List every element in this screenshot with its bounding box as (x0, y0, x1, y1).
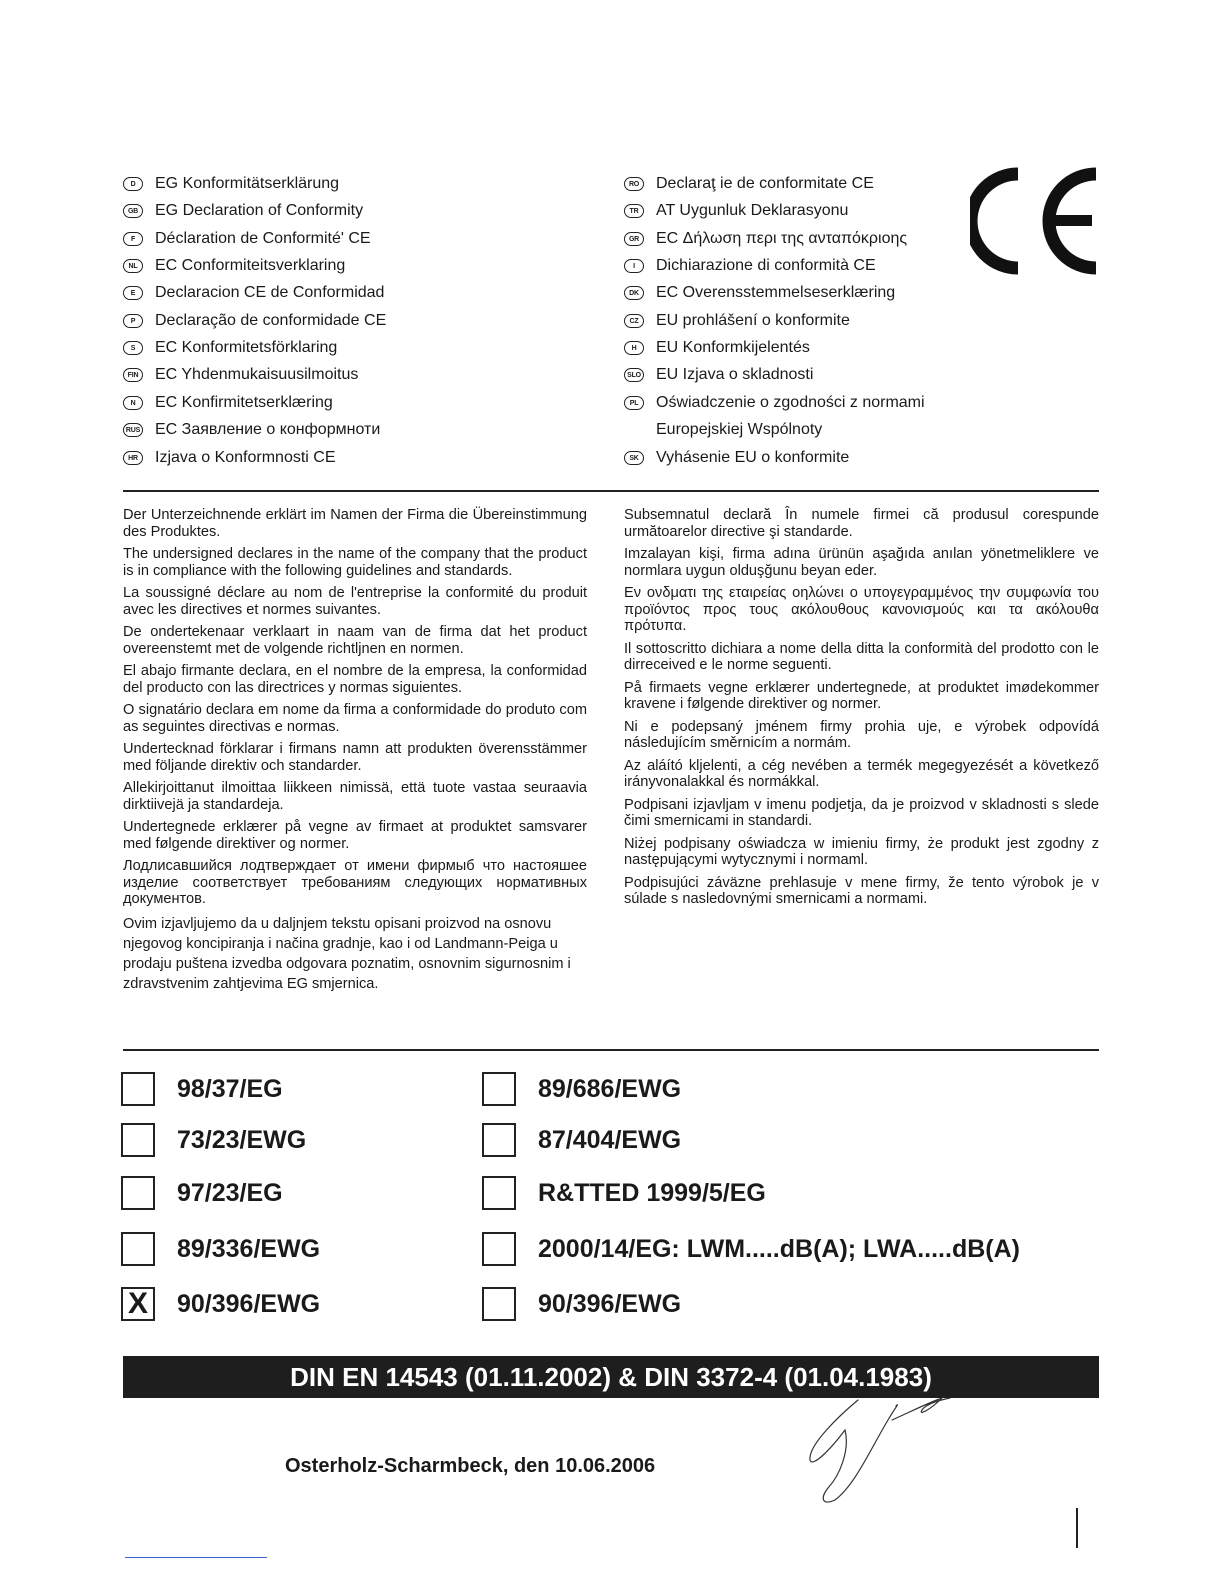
declaration-title (624, 170, 874, 197)
country-badge: SK (624, 451, 644, 465)
statement: Subsemnatul declară În numele firmei că produsul corespunde următoarelor directive şi standarde. (624, 507, 1099, 540)
directive-checkbox[interactable] (482, 1232, 516, 1266)
country-badge: GR (624, 232, 644, 246)
declaration-title-text: EC Conformiteitsverklaring (155, 256, 346, 274)
statements-right (624, 507, 1099, 914)
declaration-title (123, 225, 371, 252)
declaration-title (123, 307, 386, 334)
statement: Imzalayan kişi, firma adına ürünün aşağıda anılan yönetmeliklere ve normlara uygun olduşğunu beyan eder. (624, 546, 1099, 579)
country-badge: PL (624, 396, 644, 410)
country-badge: F (123, 232, 143, 246)
directive-checkbox[interactable] (121, 1072, 155, 1106)
country-badge: E (123, 286, 143, 300)
declaration-title-text: Declaração de conformidade CE (155, 311, 387, 329)
directive-label: 73/23/EWG (177, 1125, 307, 1154)
directive-checkbox[interactable] (482, 1287, 516, 1321)
declaration-title (624, 334, 810, 361)
statement: Allekirjoittanut ilmoittaa liikkeen nimissä, että tuote vastaa seuraavia dirktiivejä ja standardeja. (123, 780, 587, 813)
declaration-title-text: EU Konformkijelentés (656, 338, 810, 356)
declaration-title-text: EC Δήλωση περι της ανταπόκριοης (656, 229, 908, 247)
statement: Podpisujúci záväzne prehlasuje v mene firmy, že tento výrobok je v súlade s nasledovnými smernicami a normami. (624, 874, 1099, 907)
statement: Εν ονδματι της εταιρείας οηλώνει ο υπογεγραμμένος την συμφωνία του προϊόντος προς τους ακόλουθους κανονισμούς και τα ακόλουθα πρότυπα. (624, 585, 1099, 634)
statement: O signatário declara em nome da firma a conformidade do produto com as seguintes directivas e normas. (123, 702, 587, 735)
ce-mark-logo (970, 166, 1102, 276)
declaration-title (123, 334, 337, 361)
country-badge: GB (123, 204, 143, 218)
country-badge: P (123, 314, 143, 328)
declaration-title-text: EC Konformitetsförklaring (155, 338, 338, 356)
statement: Niżej podpisany oświadcza w imieniu firmy, że produkt jest zgodny z następującymi wytycznymi i normaml. (624, 835, 1099, 868)
directive-checkbox[interactable] (482, 1072, 516, 1106)
directive-row (482, 1176, 766, 1210)
declaration-title-text: Oświadczenie o zgodności z normami (656, 393, 925, 411)
divider-top (123, 490, 1099, 492)
directive-label: 90/396/EWG (177, 1289, 321, 1318)
statement: The undersigned declares in the name of the company that the product is in compliance with the following guidelines and standards. (123, 546, 587, 579)
country-badge: TR (624, 204, 644, 218)
directive-row (121, 1232, 320, 1266)
directive-checkbox[interactable] (482, 1123, 516, 1157)
directive-row (121, 1176, 283, 1210)
country-badge: S (123, 341, 143, 355)
place-and-date: Osterholz-Scharmbeck, den 10.06.2006 (285, 1455, 656, 1477)
country-badge: N (123, 396, 143, 410)
declaration-title (123, 279, 384, 306)
directive-row (482, 1072, 681, 1106)
directive-row (482, 1123, 681, 1157)
statements-left (123, 507, 587, 1000)
directive-label: 87/404/EWG (538, 1125, 682, 1154)
declaration-title-text: Déclaration de Conformité' CE (155, 229, 371, 247)
country-badge: CZ (624, 314, 644, 328)
directive-label: 97/23/EG (177, 1178, 283, 1207)
directive-label: 90/396/EWG (538, 1289, 682, 1318)
declaration-title-text: EU prohlášení o konformite (656, 311, 850, 329)
declaration-title (123, 197, 363, 224)
declaration-title-text: EG Declaration of Conformity (155, 201, 364, 219)
directive-checkbox[interactable] (482, 1176, 516, 1210)
declaration-title (624, 307, 850, 334)
statement: Лодлисавшийся лодтверждает от имени фирмыб что настояшее изделие соответствует требованиям следующих нормативных документов. (123, 858, 587, 907)
declaration-title-text: Europejskiej Wspólnoty (656, 420, 823, 438)
statement: El abajo firmante declara, en el nombre de la empresa, la conformidad del producto con las directrices y normas siguientes. (123, 663, 587, 696)
country-badge: RUS (123, 423, 143, 437)
country-badge: NL (123, 259, 143, 273)
directive-checkbox[interactable] (121, 1123, 155, 1157)
declaration-title-text: EC Konfirmitetserklæring (155, 393, 333, 411)
country-badge: RO (624, 177, 644, 191)
directive-row (121, 1287, 320, 1321)
declaration-title (624, 361, 813, 388)
directive-checkbox[interactable] (121, 1176, 155, 1210)
declaration-title (123, 170, 339, 197)
statement: Ovim izjavljujemo da u daljnjem tekstu opisani proizvod na osnovu njegovog koncipiranja i načina gradnje, kao i od Landmann-Peiga u prodaju puštena izvedba odgovara poznatim, osnovnim sigurnosnim i zdravstvenim zahtjevima EG smjernica. (123, 915, 571, 992)
declaration-title-text: EC Overensstemmelseserklæring (656, 283, 896, 301)
directive-label: 89/686/EWG (538, 1074, 682, 1103)
statement: På firmaets vegne erklærer undertegnede, at produktet imødekommer kravene i følgende direktiver og normer. (624, 679, 1099, 712)
divider-middle (123, 1049, 1099, 1051)
country-badge-empty (624, 423, 644, 437)
page-edge-mark (1076, 1508, 1078, 1548)
statement: Der Unterzeichnende erklärt im Namen der Firma die Übereinstimmung des Produktes. (123, 507, 587, 540)
declaration-title-text: EU Izjava o skladnosti (656, 365, 814, 383)
directive-row (121, 1123, 306, 1157)
directive-row (482, 1232, 1020, 1266)
directive-label: 2000/14/EG: LWM.....dB(A); LWA.....dB(A) (538, 1234, 1020, 1263)
declaration-title (123, 361, 358, 388)
country-badge: FIN (123, 368, 143, 382)
declaration-title-text: Vyhásenie EU o konformite (656, 448, 850, 466)
statement: Az aláító kljelenti, a cég nevében a termék megegyezését a következő irányvonalakkal és normákkal. (624, 757, 1099, 790)
statement: La soussigné déclare au nom de l'entreprise la conformité du produit avec les directives et normes suivantes. (123, 585, 587, 618)
directive-checkbox[interactable] (121, 1232, 155, 1266)
declaration-title (624, 197, 848, 224)
statement: Il sottoscritto dichiara a nome della ditta la conformità del prodotto con le dirreceived e le norme seguenti. (624, 640, 1099, 673)
declaration-title-text: AT Uygunluk Deklarasyonu (656, 201, 849, 219)
country-badge: DK (624, 286, 644, 300)
country-badge: I (624, 259, 644, 273)
directive-label: 98/37/EG (177, 1074, 283, 1103)
declaration-title (123, 416, 380, 443)
declaration-title (624, 416, 822, 443)
statement: Undertegnede erklærer på vegne av firmaet at produktet samsvarer med følgende direktiver og normer. (123, 819, 587, 852)
country-badge: D (123, 177, 143, 191)
statement: Podpisani izjavljam v imenu podjetja, da je proizvod v skladnosti s slede čimi smernicami in standardi. (624, 796, 1099, 829)
declaration-title (624, 279, 895, 306)
footer-link-line (125, 1557, 267, 1558)
declaration-title-text: Declaracion CE de Conformidad (155, 283, 385, 301)
country-badge: SLO (624, 368, 644, 382)
country-badge: H (624, 341, 644, 355)
standards-bar: DIN EN 14543 (01.11.2002) & DIN 3372-4 (01.04.1983) (123, 1356, 1099, 1398)
directive-label: R&TTED 1999/5/EG (538, 1178, 766, 1207)
directive-checkbox-checked[interactable]: X (121, 1287, 155, 1321)
signature-mark (800, 1390, 960, 1510)
statement: De ondertekenaar verklaart in naam van de firma dat het product overeenstemt met de volgende richtljnen en normen. (123, 624, 587, 657)
directive-label: 89/336/EWG (177, 1234, 321, 1263)
declaration-title (624, 389, 925, 416)
declaration-title (123, 444, 336, 471)
declaration-title-text: Izjava o Konformnosti CE (155, 448, 336, 466)
declaration-title-text: EC Заявление о конформноти (155, 420, 381, 438)
declaration-title (123, 389, 333, 416)
declaration-title-text: EG Konformitätserklärung (155, 174, 340, 192)
declaration-title-text: Dichiarazione di conformità CE (656, 256, 876, 274)
statement: Ni e podepsaný jménem firmy prohia uje, e výrobek odpovídá následujícím směrnicím a normám. (624, 718, 1099, 751)
statement: Undertecknad förklarar i firmans namn att produkten överensstämmer med följande direktiv och standarder. (123, 741, 587, 774)
declaration-title (624, 444, 849, 471)
directive-row (482, 1287, 681, 1321)
declaration-title (624, 225, 907, 252)
country-badge: HR (123, 451, 143, 465)
declaration-title (123, 252, 345, 279)
declaration-title-text: EC Yhdenmukaisuusilmoitus (155, 365, 359, 383)
declaration-title-text: Declaraţ ie de conformitate CE (656, 174, 874, 192)
directive-row (121, 1072, 283, 1106)
declaration-title (624, 252, 876, 279)
